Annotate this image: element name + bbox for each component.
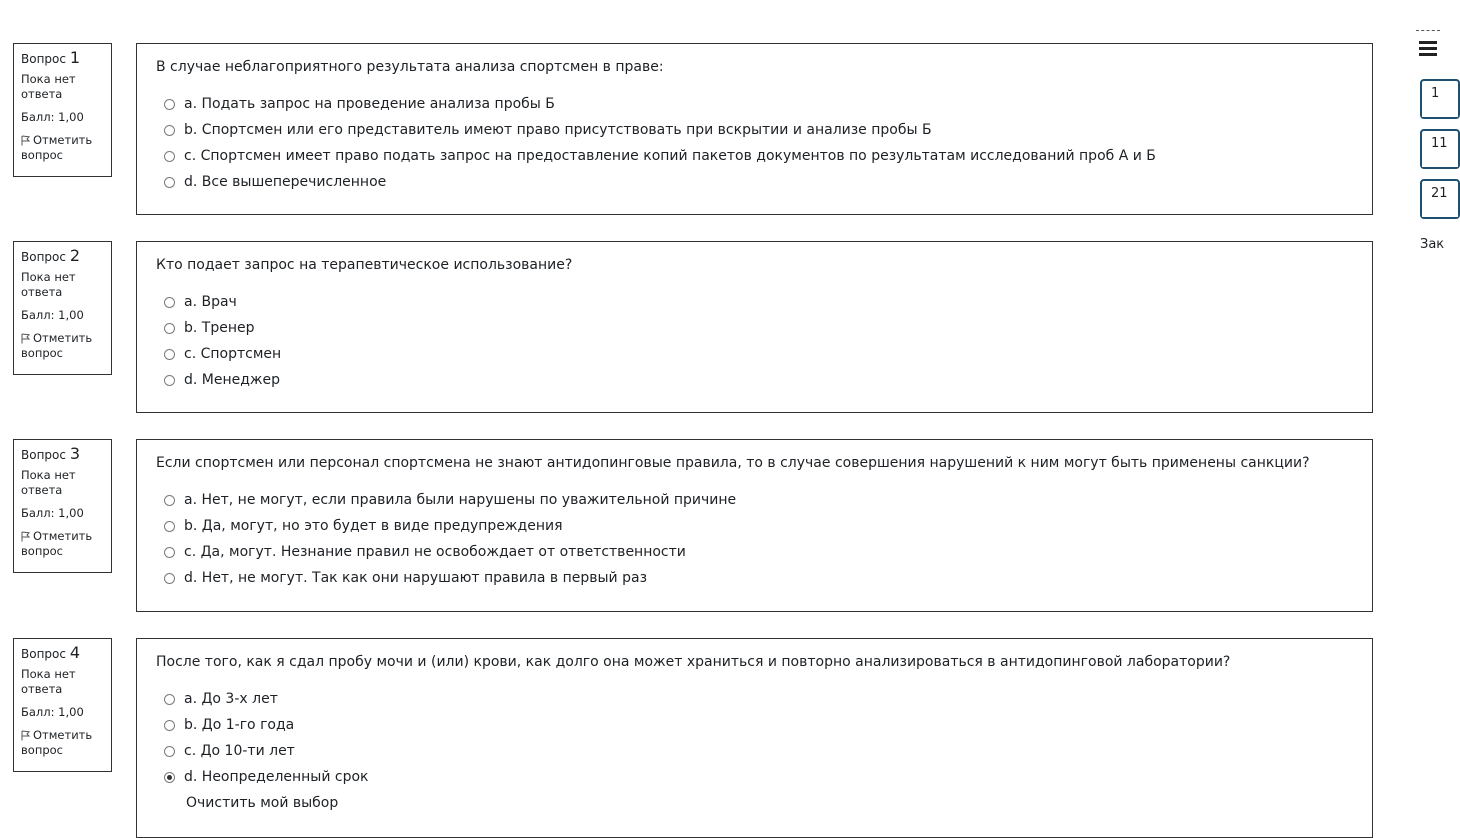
divider <box>1416 30 1440 31</box>
flag-question-link[interactable]: Отметить вопрос <box>21 728 93 757</box>
question-state: Пока нет ответа <box>21 72 76 101</box>
radio-button[interactable] <box>164 125 175 136</box>
question-state: Пока нет ответа <box>21 270 76 299</box>
question-1-info <box>13 43 112 177</box>
answer-options <box>156 487 1353 591</box>
radio-button[interactable] <box>164 349 175 360</box>
question-grade: Балл: 1,00 <box>21 506 84 520</box>
radio-button[interactable] <box>164 177 175 188</box>
radio-button[interactable] <box>164 521 175 532</box>
radio-button[interactable] <box>164 547 175 558</box>
question-4-content <box>136 638 1373 838</box>
question-3-info <box>13 439 112 573</box>
answer-options <box>156 289 1353 393</box>
answer-option-c[interactable]: c. До 10-ти лет <box>156 738 1353 764</box>
answer-option-b[interactable]: b. Спортсмен или его представитель имеют право присутствовать при вскрытии и анализе пробы Б <box>156 117 1353 143</box>
radio-button[interactable] <box>164 694 175 705</box>
question-3-content <box>136 439 1373 612</box>
finish-attempt-link[interactable]: Зак <box>1420 237 1445 252</box>
question-2-content <box>136 241 1373 413</box>
radio-button-selected[interactable] <box>164 772 175 783</box>
question-number: Вопрос 2 <box>21 246 80 265</box>
question-1-content <box>136 43 1373 215</box>
answer-option-b[interactable]: b. Да, могут, но это будет в виде предупреждения <box>156 513 1353 539</box>
question-state: Пока нет ответа <box>21 468 76 497</box>
answer-option-a[interactable]: a. Врач <box>156 289 1353 315</box>
menu-icon[interactable] <box>1419 41 1437 59</box>
flag-icon <box>21 531 31 542</box>
radio-button[interactable] <box>164 99 175 110</box>
question-grade: Балл: 1,00 <box>21 308 84 322</box>
question-2-info <box>13 241 112 375</box>
answer-option-c[interactable]: c. Спортсмен <box>156 341 1353 367</box>
radio-button[interactable] <box>164 297 175 308</box>
question-state: Пока нет ответа <box>21 667 76 696</box>
quiz-navigation-panel <box>1416 0 1448 827</box>
flag-question-link[interactable]: Отметить вопрос <box>21 133 93 162</box>
answer-options <box>156 686 1353 790</box>
question-text: В случае неблагоприятного результата анализа спортсмен в праве: <box>156 59 664 75</box>
question-4-info <box>13 638 112 772</box>
answer-option-d[interactable]: d. Менеджер <box>156 367 1353 393</box>
question-text: Если спортсмен или персонал спортсмена не знают антидопинговые правила, то в случае совершения нарушений к ним могут быть применены санкции? <box>156 455 1310 471</box>
question-text: После того, как я сдал пробу мочи и (или) крови, как долго она может храниться и повторно анализироваться в антидопинговой лаборатории? <box>156 654 1231 670</box>
radio-button[interactable] <box>164 746 175 757</box>
radio-button[interactable] <box>164 151 175 162</box>
answer-option-d[interactable]: d. Неопределенный срок <box>156 764 1353 790</box>
radio-button[interactable] <box>164 720 175 731</box>
answer-option-b[interactable]: b. Тренер <box>156 315 1353 341</box>
answer-option-b[interactable]: b. До 1-го года <box>156 712 1353 738</box>
answer-option-c[interactable]: c. Спортсмен имеет право подать запрос на предоставление копий пакетов документов по результатам исследований проб А и Б <box>156 143 1353 169</box>
radio-button[interactable] <box>164 573 175 584</box>
answer-option-d[interactable]: d. Все вышеперечисленное <box>156 169 1353 195</box>
nav-button-question-1[interactable]: 1 <box>1420 79 1460 119</box>
answer-option-a[interactable]: a. Подать запрос на проведение анализа пробы Б <box>156 91 1353 117</box>
answer-option-a[interactable]: a. До 3-х лет <box>156 686 1353 712</box>
nav-button-question-21[interactable]: 21 <box>1420 179 1460 219</box>
flag-question-link[interactable]: Отметить вопрос <box>21 529 93 558</box>
question-grade: Балл: 1,00 <box>21 705 84 719</box>
radio-button[interactable] <box>164 323 175 334</box>
radio-button[interactable] <box>164 375 175 386</box>
flag-icon <box>21 730 31 741</box>
radio-button[interactable] <box>164 495 175 506</box>
flag-icon <box>21 135 31 146</box>
question-grade: Балл: 1,00 <box>21 110 84 124</box>
clear-choice-link[interactable]: Очистить мой выбор <box>186 795 339 811</box>
question-number: Вопрос 4 <box>21 643 80 662</box>
answer-option-d[interactable]: d. Нет, не могут. Так как они нарушают правила в первый раз <box>156 565 1353 591</box>
nav-button-question-11[interactable]: 11 <box>1420 129 1460 169</box>
question-text: Кто подает запрос на терапевтическое использование? <box>156 257 573 273</box>
answer-option-c[interactable]: c. Да, могут. Незнание правил не освобождает от ответственности <box>156 539 1353 565</box>
flag-question-link[interactable]: Отметить вопрос <box>21 331 93 360</box>
flag-icon <box>21 333 31 344</box>
answer-option-a[interactable]: a. Нет, не могут, если правила были нарушены по уважительной причине <box>156 487 1353 513</box>
answer-options <box>156 91 1353 195</box>
question-number: Вопрос 1 <box>21 48 80 67</box>
question-number: Вопрос 3 <box>21 444 80 463</box>
